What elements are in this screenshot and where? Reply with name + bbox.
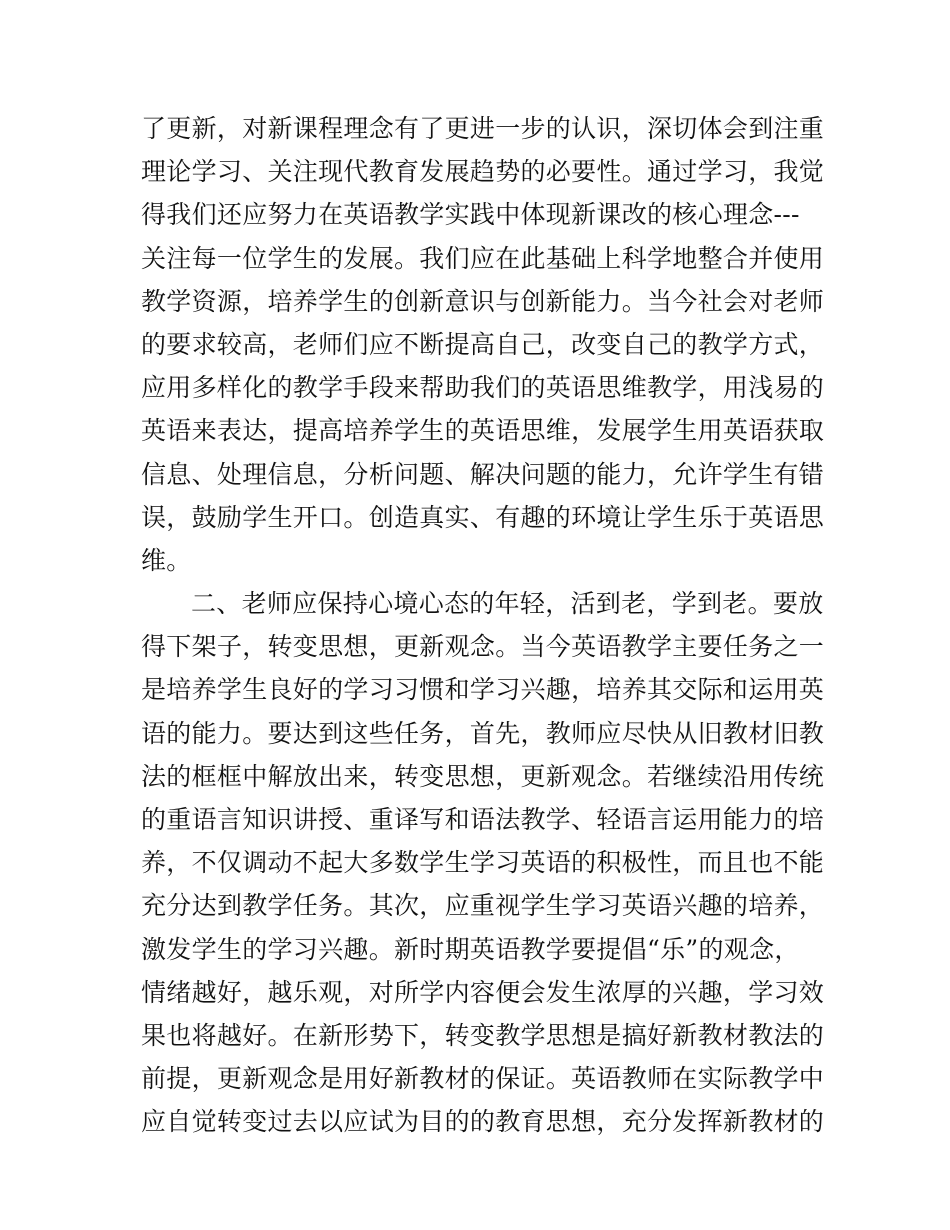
text-line: 充分达到教学任务。其次，应重视学生学习英语兴趣的培养， [141, 891, 825, 921]
text-line: 关注每一位学生的发展。我们应在此基础上科学地整合并使用 [141, 243, 825, 273]
text-line: 法的框框中解放出来，转变思想，更新观念。若继续沿用传统 [141, 761, 825, 791]
text-line: 应自觉转变过去以应试为目的的教育思想，充分发挥新教材的 [141, 1107, 825, 1137]
text-line: 信息、处理信息，分析问题、解决问题的能力，允许学生有错 [141, 459, 825, 489]
text-line: 激发学生的学习兴趣。新时期英语教学要提倡“乐”的观念， [141, 934, 800, 964]
text-line: 的重语言知识讲授、重译写和语法教学、轻语言运用能力的培 [141, 805, 825, 834]
text-line: 应用多样化的教学手段来帮助我们的英语思维教学，用浅易的 [141, 373, 825, 403]
text-line: 养，不仅调动不起大多数学生学习英语的积极性，而且也不能 [141, 848, 825, 878]
text-line: 是培养学生良好的学习习惯和学习兴趣，培养其交际和运用英 [141, 675, 825, 705]
text-line: 误，鼓励学生开口。创造真实、有趣的环境让学生乐于英语思 [141, 502, 825, 532]
text-line: 语的能力。要达到这些任务，首先，教师应尽快从旧教材旧教 [141, 718, 825, 748]
text-line: 得下架子，转变思想，更新观念。当今英语教学主要任务之一 [141, 632, 825, 662]
text-line: 教学资源，培养学生的创新意识与创新能力。当今社会对老师 [141, 286, 825, 316]
text-line: 理论学习、关注现代教育发展趋势的必要性。通过学习，我觉 [141, 157, 825, 187]
text-line: 了更新，对新课程理念有了更进一步的认识，深切体会到注重 [141, 114, 825, 143]
document-body [141, 107, 825, 1144]
text-line: 情绪越好，越乐观，对所学内容便会发生浓厚的兴趣，学习效 [141, 977, 825, 1007]
text-line: 得我们还应努力在英语教学实践中体现新课改的核心理念--- [141, 200, 800, 230]
text-line: 英语来表达，提高培养学生的英语思维，发展学生用英语获取 [141, 416, 825, 446]
text-line: 维。 [141, 545, 192, 575]
text-line: 的要求较高，老师们应不断提高自己，改变自己的教学方式， [141, 329, 825, 359]
text-line: 果也将越好。在新形势下，转变教学思想是搞好新教材教法的 [141, 1020, 825, 1050]
text-line: 前提，更新观念是用好新教材的保证。英语教师在实际教学中 [141, 1064, 825, 1094]
paragraph-start-line: 二、老师应保持心境心态的年轻，活到老，学到老。要放 [191, 589, 824, 619]
